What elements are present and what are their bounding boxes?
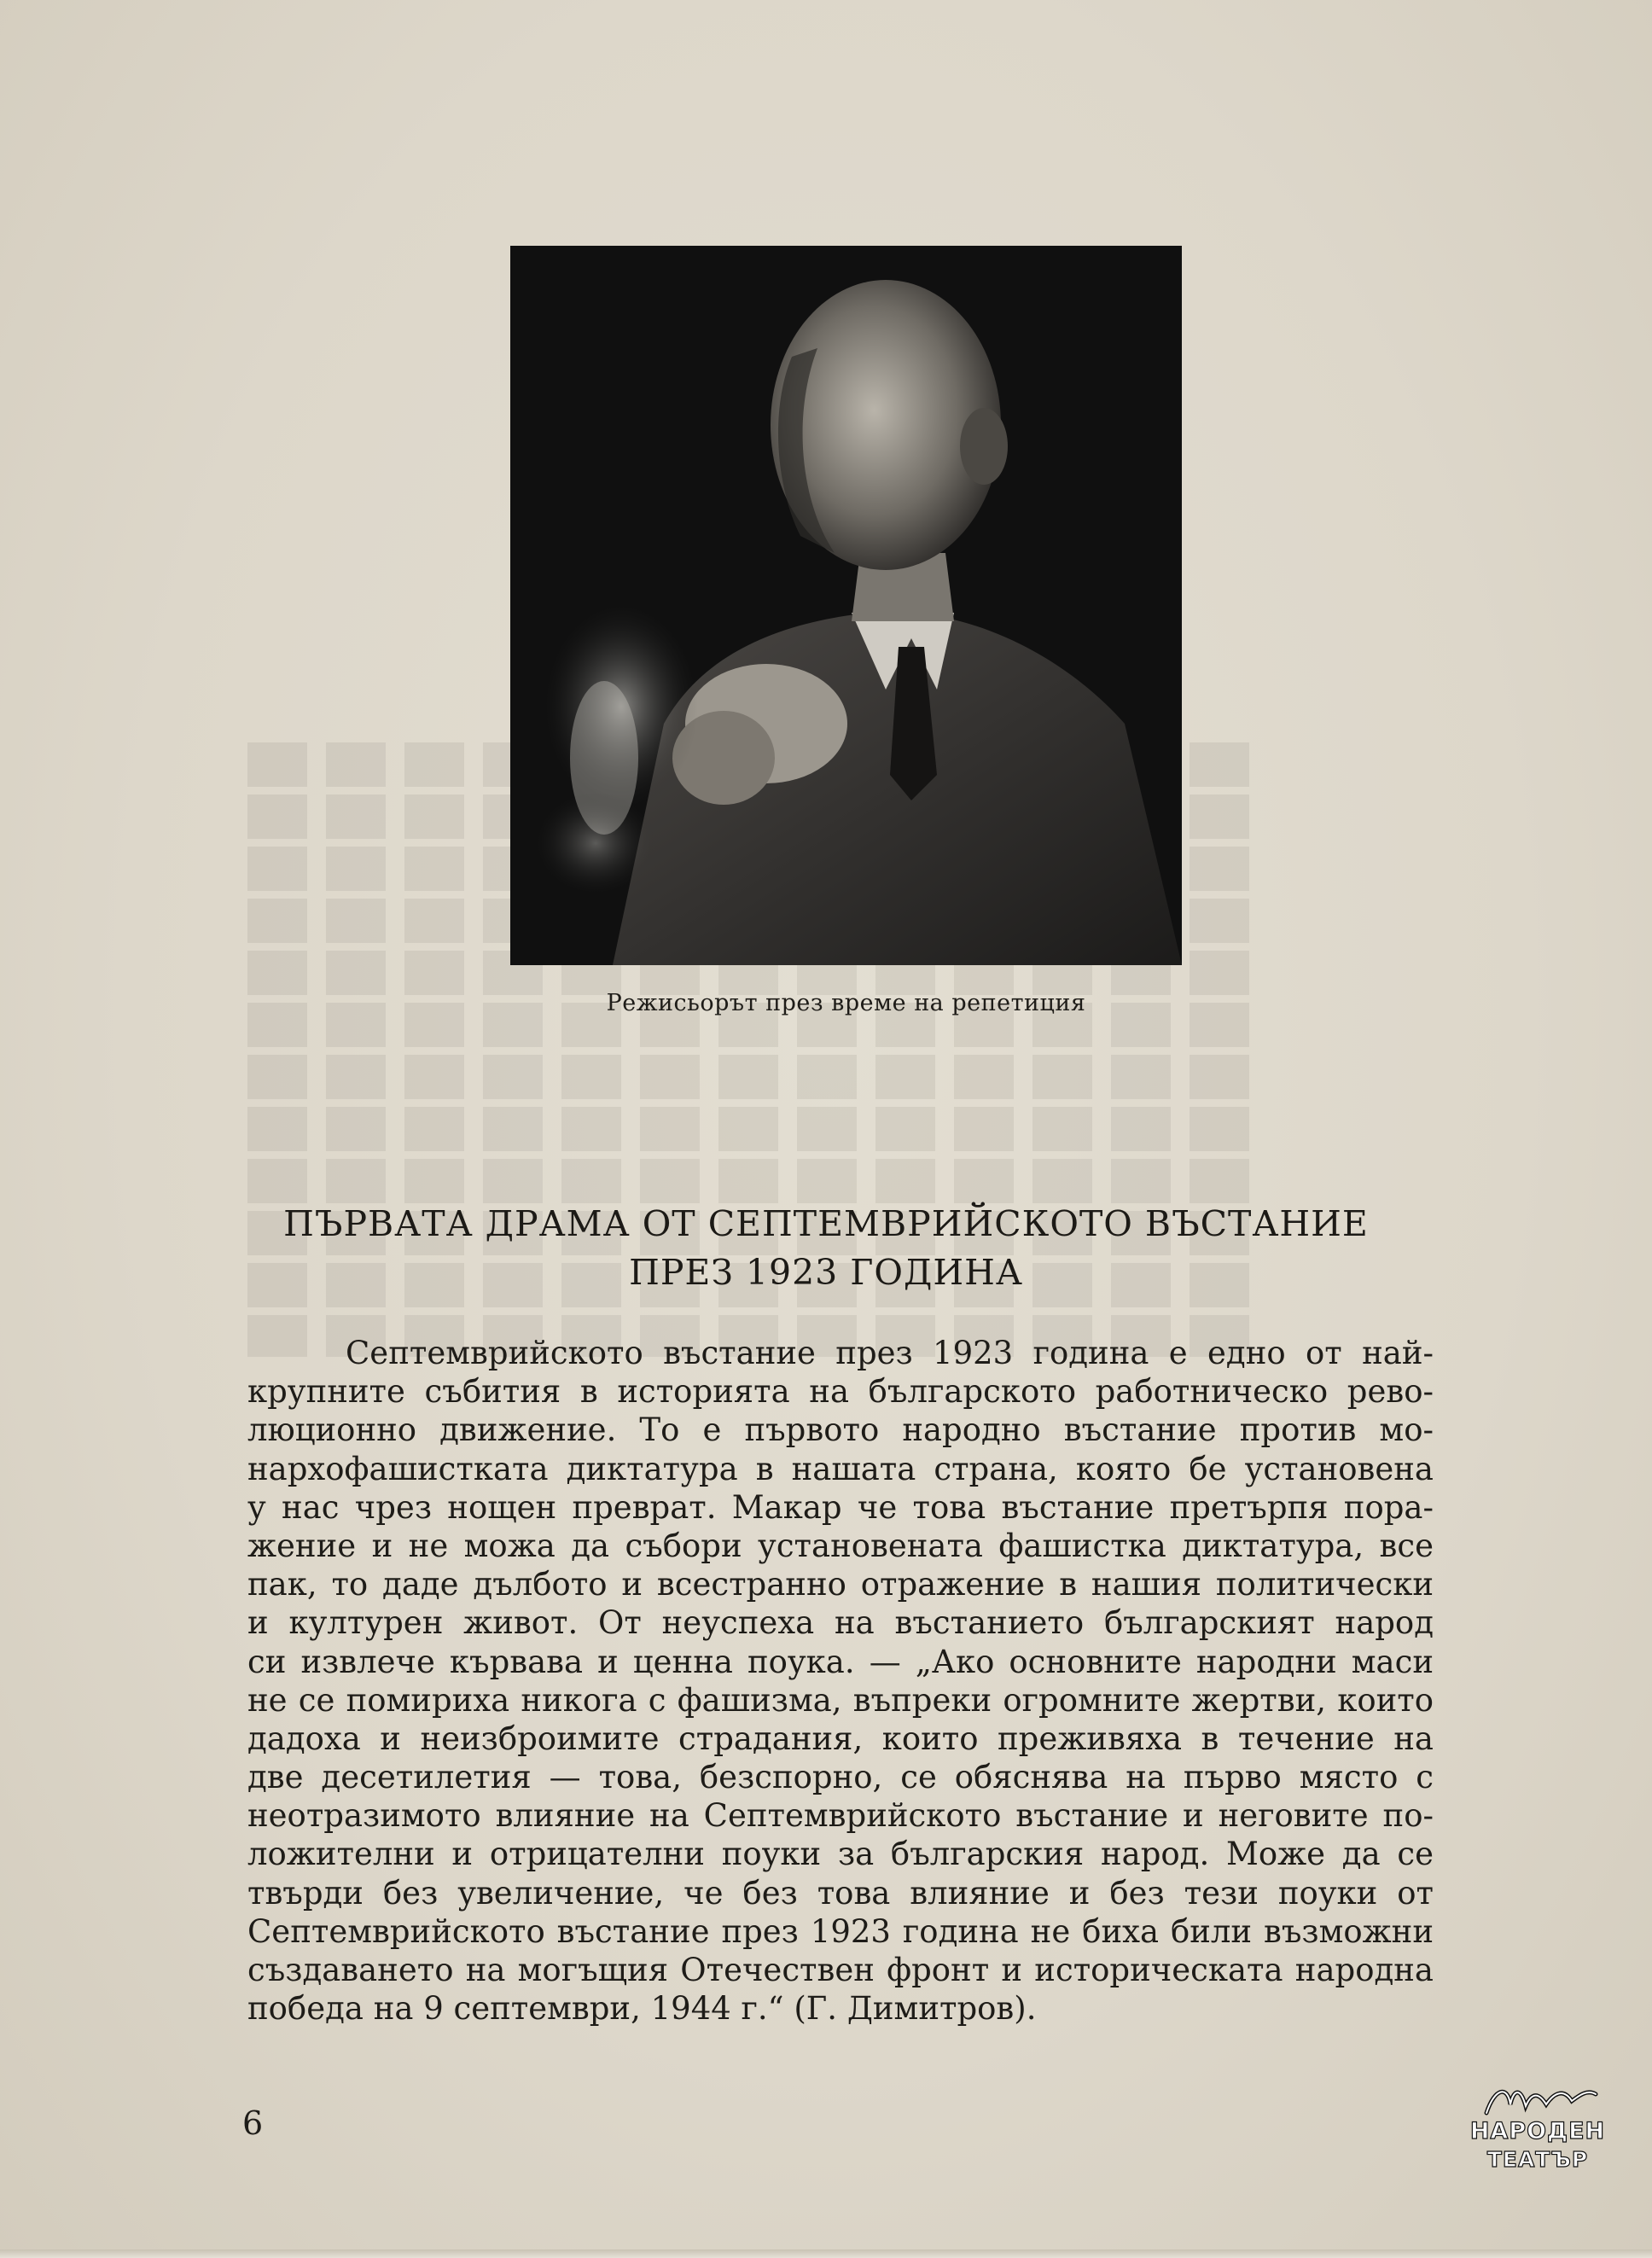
director-photo <box>510 246 1182 965</box>
body-line: пак, то даде дълбото и всестранно отражение в нашия политически <box>247 1566 1434 1603</box>
body-line: люционно движение. То е първото народно въстание против мо- <box>247 1411 1434 1449</box>
body-line: дадоха и неизброимите страдания, които преживяха в течение на <box>247 1720 1434 1757</box>
logo-text-line-2: ТЕАТЪР <box>1486 2147 1589 2172</box>
chapter-title-line-1: ПЪРВАТА ДРАМА ОТ СЕПТЕМВРИЙСКОТО ВЪСТАНИЕ <box>283 1203 1369 1244</box>
body-paragraph <box>247 1334 1434 2028</box>
body-line: ложителни и отрицателни поуки за българския народ. Може да се <box>247 1836 1434 1873</box>
logo-text-line-1: НАРОДЕН <box>1469 2118 1606 2145</box>
body-line: жение и не можа да събори установената фашистка диктатура, все <box>247 1527 1434 1564</box>
body-line: у нас чрез нощен преврат. Макар че това въстание претърпя пора- <box>247 1488 1434 1526</box>
theatre-logo <box>1469 2079 1606 2181</box>
body-line: Септемврийското въстание през 1923 година е едно от най- <box>346 1335 1434 1371</box>
body-line: крупните събития в историята на българското работническо рево- <box>247 1373 1434 1411</box>
body-line: си извлече кървава и ценна поука. — „Ако основните народни маси <box>247 1643 1434 1680</box>
body-line: и културен живот. От неуспеха на въстанието българският народ <box>247 1604 1434 1642</box>
body-line: неотразимото влияние на Септемврийското въстание и неговите по- <box>247 1797 1434 1835</box>
chapter-title <box>213 1200 1439 1297</box>
page-number: 6 <box>242 2104 264 2142</box>
body-line: не се помириха никога с фашизма, въпреки огромните жертви, които <box>247 1681 1434 1719</box>
body-line: две десетилетия — това, безспорно, се обяснява на първо място с <box>247 1759 1434 1796</box>
photo-caption: Режисьорът през време на репетиция <box>606 990 1086 1016</box>
body-line: създаването на могъщия Отечествен фронт и историческата народна <box>247 1952 1434 1988</box>
body-line: нархофашистката диктатура в нашата страна, която бе установена <box>247 1450 1434 1487</box>
body-line: твърди без увеличение, че без това влияние и без тези поуки от <box>247 1874 1434 1912</box>
signature-mark-icon <box>1469 2079 1606 2120</box>
body-line: победа на 9 септември, 1944 г.“ (Г. Димитров). <box>247 1990 1037 2028</box>
page-bottom-edge <box>0 2249 1652 2258</box>
chapter-title-line-2: ПРЕЗ 1923 ГОДИНА <box>629 1252 1023 1293</box>
body-line: Септемврийското въстание през 1923 година не биха били възможни <box>247 1912 1434 1950</box>
